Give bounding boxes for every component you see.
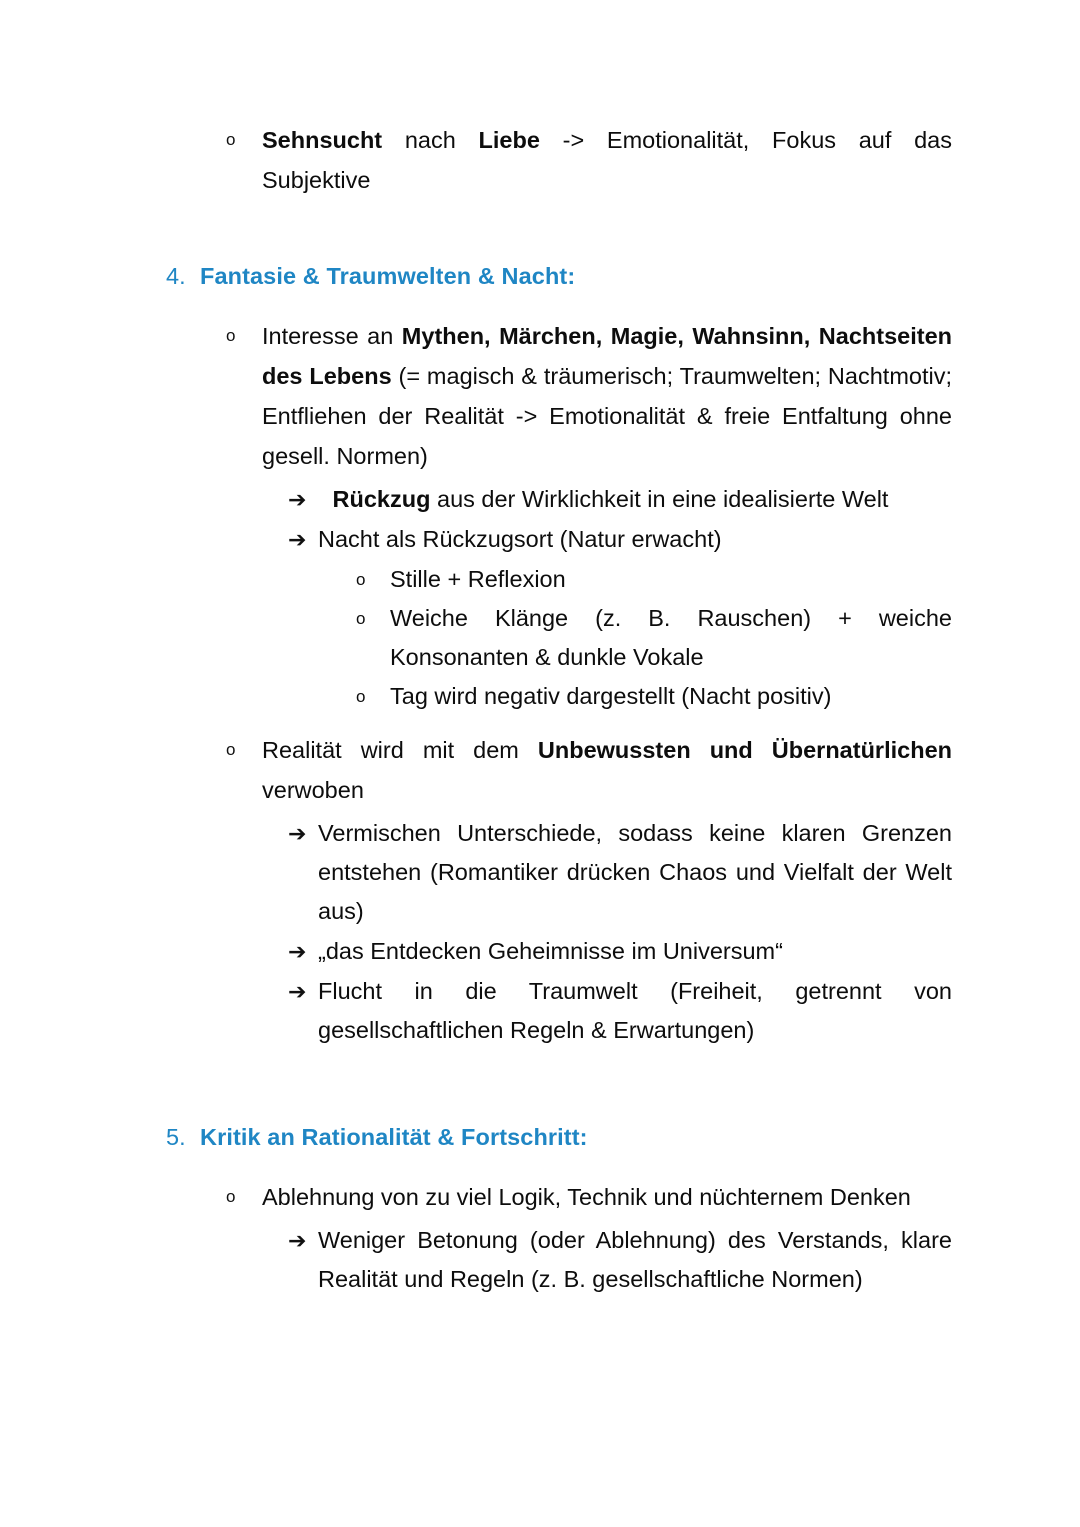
list-item bbox=[356, 560, 952, 599]
list-item-text: Rückzug aus der Wirklichkeit in eine idealisierte Welt bbox=[326, 486, 889, 512]
list-item-text: „das Entdecken Geheimnisse im Universum“ bbox=[318, 938, 783, 964]
spacer bbox=[128, 1163, 952, 1177]
bullet-circle-icon: o bbox=[356, 687, 366, 706]
bullet-circle-icon: o bbox=[356, 570, 366, 589]
spacer bbox=[128, 716, 952, 730]
section-number: 5. bbox=[166, 1124, 186, 1150]
list-item bbox=[288, 480, 952, 519]
list-item-text: Nacht als Rückzugsort (Natur erwacht) bbox=[318, 526, 722, 552]
section-heading-4 bbox=[166, 256, 952, 296]
list-item-text: Tag wird negativ dargestellt (Nacht positiv) bbox=[390, 683, 832, 709]
list-item bbox=[288, 814, 952, 931]
list-item-text: Weiche Klänge (z. B. Rauschen) + weiche Konsonanten & dunkle Vokale bbox=[390, 605, 952, 670]
bullet-circle-icon: o bbox=[226, 130, 236, 149]
bullet-circle-icon: o bbox=[226, 740, 236, 759]
list-item bbox=[226, 316, 952, 476]
section-heading-5 bbox=[166, 1117, 952, 1157]
list-item bbox=[226, 730, 952, 810]
section-number: 4. bbox=[166, 263, 186, 289]
list-item-text: Vermischen Unterschiede, sodass keine klaren Grenzen entstehen (Romantiker drücken Chaos und Vielfalt der Welt aus) bbox=[318, 820, 952, 924]
arrow-right-icon: ➔ bbox=[288, 821, 307, 846]
bullet-circle-icon: o bbox=[356, 609, 366, 628]
arrow-right-icon: ➔ bbox=[288, 939, 307, 964]
bullet-circle-icon: o bbox=[226, 1187, 236, 1206]
list-item-text: Sehnsucht nach Liebe -> Emotionalität, Fokus auf das Subjektive bbox=[262, 127, 952, 193]
list-item-text: Stille + Reflexion bbox=[390, 566, 566, 592]
list-item bbox=[288, 932, 952, 971]
section-title: Fantasie & Traumwelten & Nacht: bbox=[200, 263, 576, 289]
bullet-circle-icon: o bbox=[226, 326, 236, 345]
arrow-right-icon: ➔ bbox=[288, 1228, 307, 1253]
spacer bbox=[128, 302, 952, 316]
spacer bbox=[128, 1051, 952, 1117]
list-item bbox=[288, 1221, 952, 1299]
arrow-right-icon: ➔ bbox=[288, 527, 307, 552]
list-item-text: Flucht in die Traumwelt (Freiheit, getrennt von gesellschaftlichen Regeln & Erwartungen) bbox=[318, 978, 952, 1043]
section-title: Kritik an Rationalität & Fortschritt: bbox=[200, 1124, 588, 1150]
spacer bbox=[128, 204, 952, 256]
arrow-right-icon: ➔ bbox=[288, 487, 307, 512]
list-item bbox=[356, 677, 952, 716]
list-item bbox=[288, 972, 952, 1050]
list-item-text: Realität wird mit dem Unbewussten und Übernatürlichen verwoben bbox=[262, 737, 952, 803]
list-item bbox=[226, 120, 952, 200]
list-item bbox=[356, 599, 952, 677]
list-item bbox=[288, 520, 952, 559]
list-item-text: Ablehnung von zu viel Logik, Technik und nüchternem Denken bbox=[262, 1184, 911, 1210]
arrow-right-icon: ➔ bbox=[288, 979, 307, 1004]
list-item-text: Weniger Betonung (oder Ablehnung) des Verstands, klare Realität und Regeln (z. B. gesellschaftliche Normen) bbox=[318, 1227, 952, 1292]
list-item-text: Interesse an Mythen, Märchen, Magie, Wahnsinn, Nachtseiten des Lebens (= magisch & träumerisch; Traumwelten; Nachtmotiv; Entfliehen der Realität -> Emotionalität & freie Entfaltung ohne gesell. Normen) bbox=[262, 323, 952, 469]
list-item bbox=[226, 1177, 952, 1217]
